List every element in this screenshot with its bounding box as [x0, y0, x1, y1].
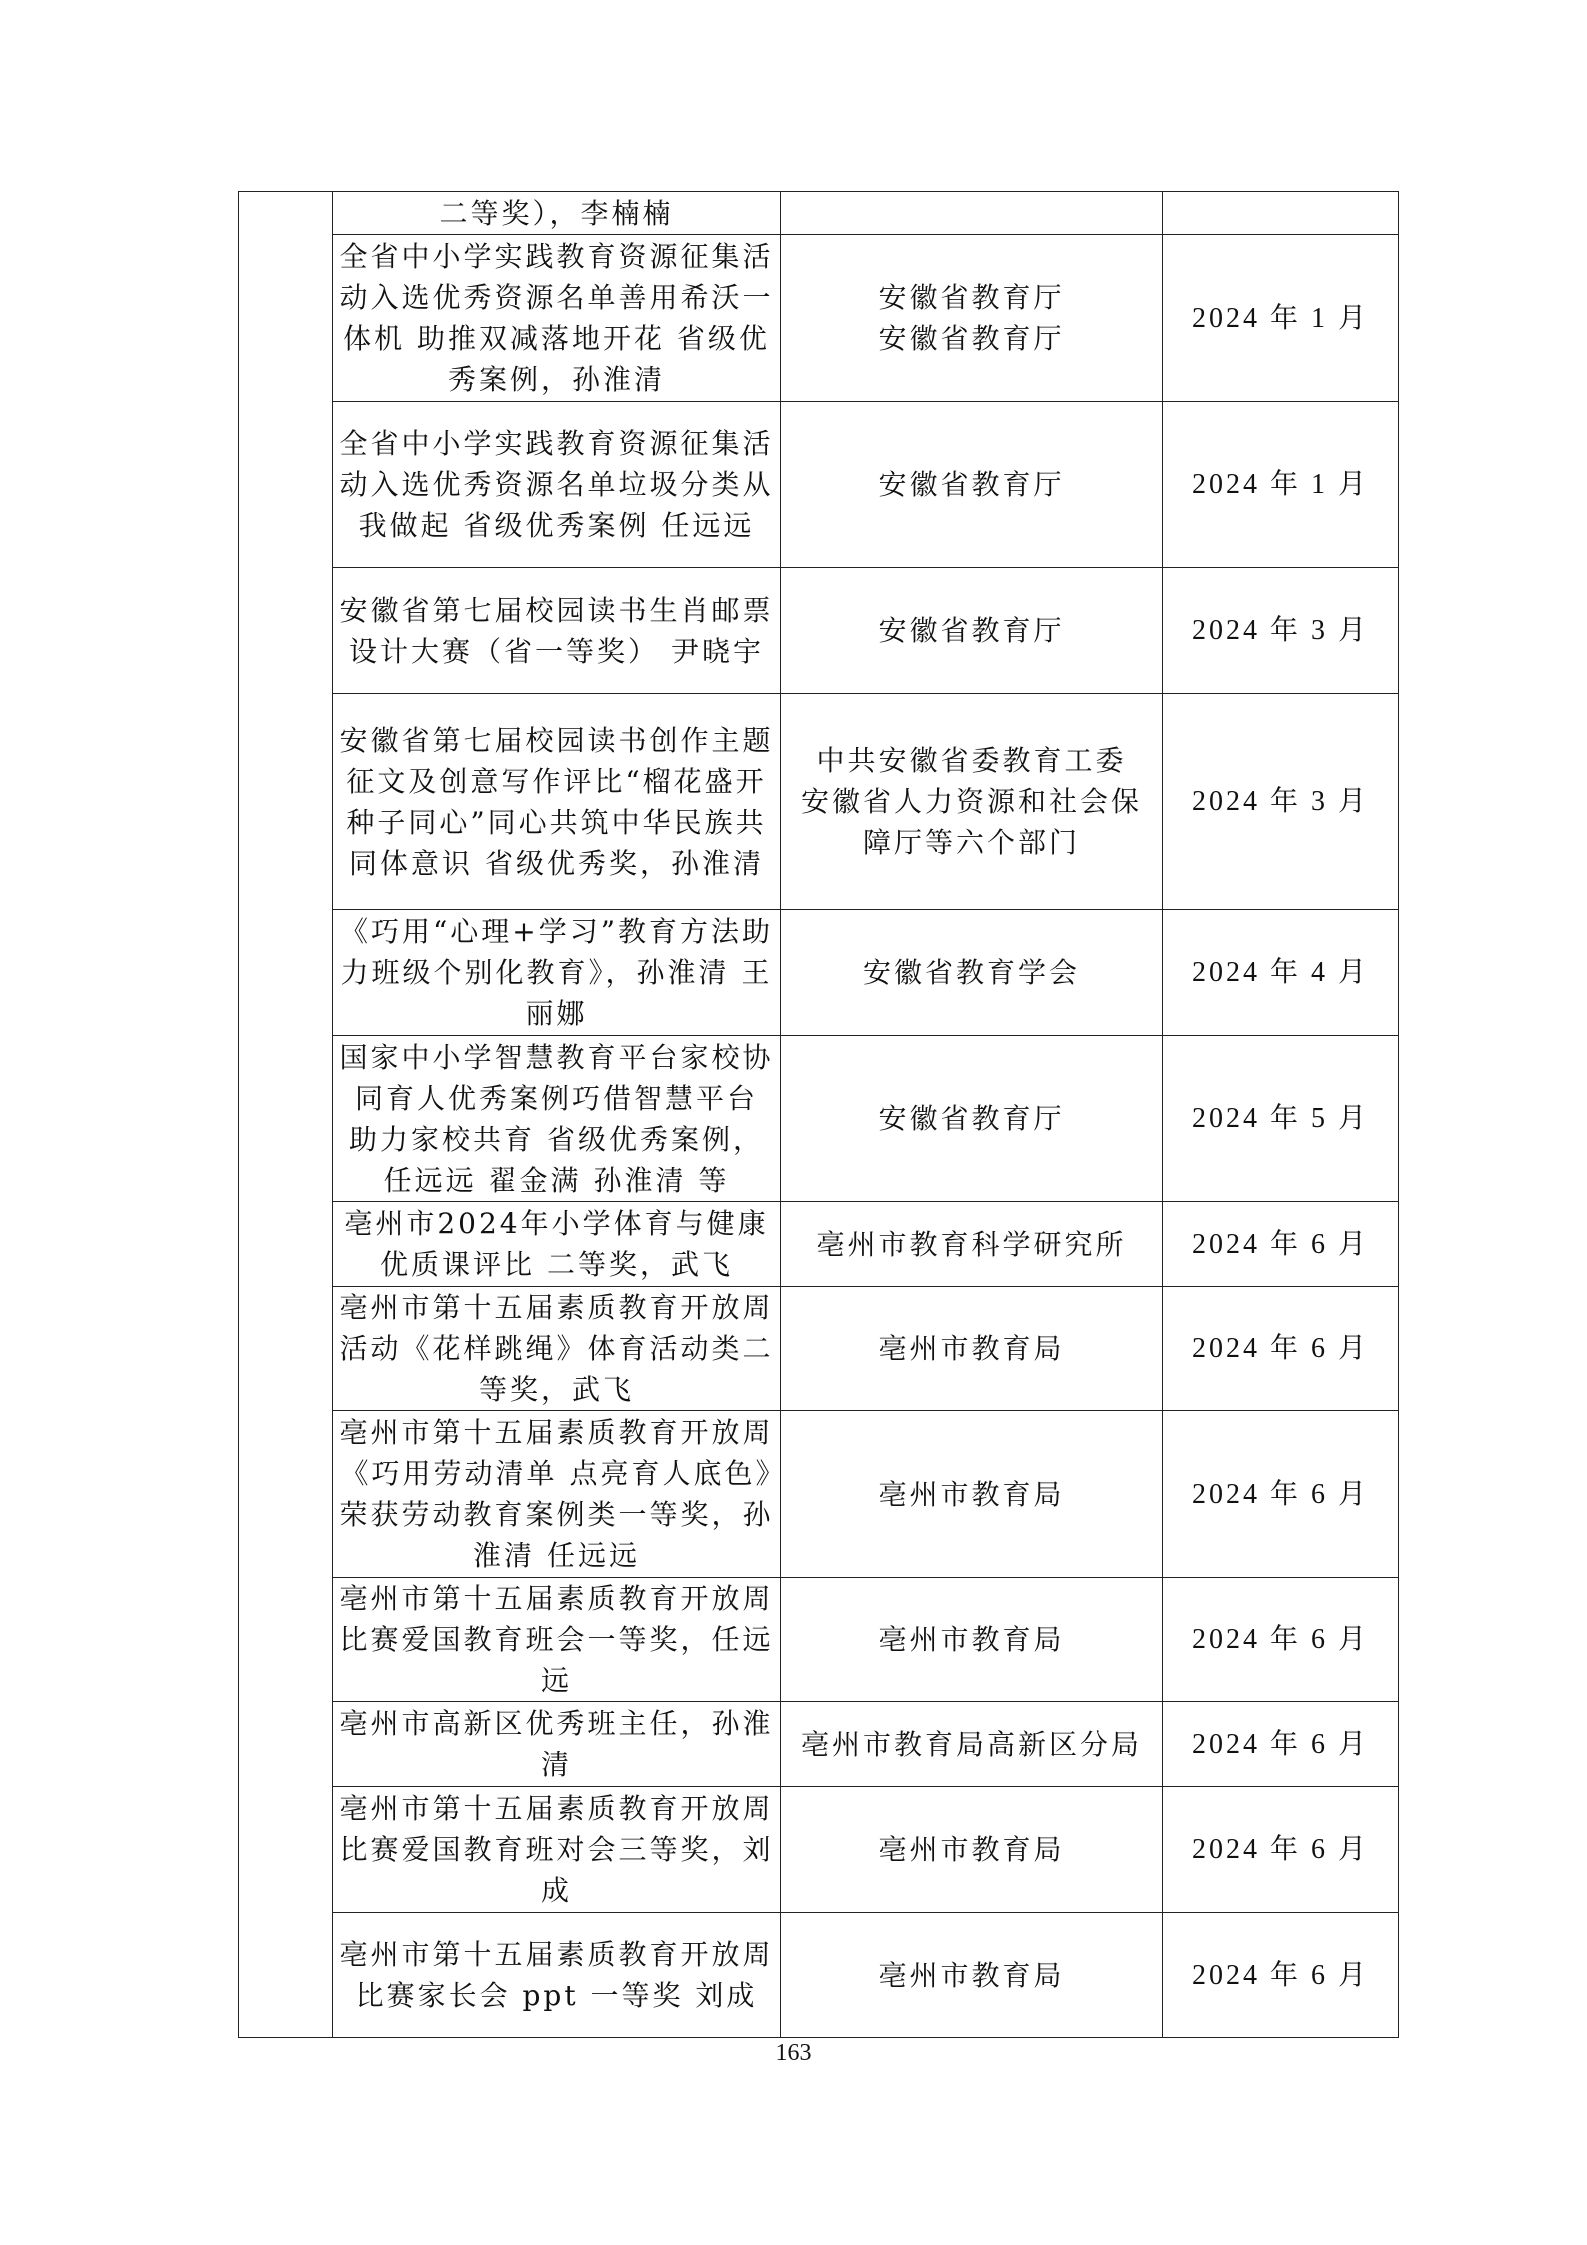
org-line: 亳州市教育局	[878, 1833, 1065, 1866]
table-row	[239, 235, 1399, 402]
table-row	[239, 402, 1399, 568]
issuing-org-cell	[781, 402, 1163, 568]
issuing-org-cell	[781, 568, 1163, 694]
org-line: 安徽省教育厅	[878, 1102, 1065, 1135]
award-name-cell: 全省中小学实践教育资源征集活动入选优秀资源名单垃圾分类从我做起 省级优秀案例 任远远	[333, 402, 781, 568]
page-number: 163	[775, 2040, 812, 2066]
award-date-cell: 2024 年 6 月	[1163, 1787, 1399, 1913]
issuing-org-cell	[781, 192, 1163, 235]
issuing-org-cell	[781, 1787, 1163, 1913]
issuing-org-cell	[781, 1287, 1163, 1411]
table-row	[239, 1411, 1399, 1578]
org-line: 亳州市教育局高新区分局	[800, 1727, 1142, 1761]
org-line: 安徽省教育厅	[878, 281, 1065, 314]
award-date-cell: 2024 年 6 月	[1163, 1202, 1399, 1287]
award-name-cell: 二等奖），李楠楠	[333, 192, 781, 235]
award-name-cell: 亳州市2024年小学体育与健康优质课评比 二等奖，武飞	[333, 1202, 781, 1287]
award-name-cell: 全省中小学实践教育资源征集活动入选优秀资源名单善用希沃一体机 助推双减落地开花 省级优秀案例，孙淮清	[333, 235, 781, 402]
table-row	[239, 568, 1399, 694]
table-row	[239, 910, 1399, 1036]
table-row	[239, 1913, 1399, 2038]
award-name-cell: 亳州市高新区优秀班主任，孙淮清	[333, 1702, 781, 1787]
award-name-cell: 亳州市第十五届素质教育开放周《巧用劳动清单 点亮育人底色》荣获劳动教育案例类一等奖，孙淮清 任远远	[333, 1411, 781, 1578]
org-line: 安徽省教育厅	[878, 614, 1065, 647]
table-row	[239, 1036, 1399, 1202]
issuing-org-cell	[781, 1578, 1163, 1702]
org-line: 安徽省教育厅	[878, 322, 1065, 355]
awards-table-body	[239, 192, 1399, 2038]
award-date-cell: 2024 年 6 月	[1163, 1287, 1399, 1411]
award-date-cell: 2024 年 6 月	[1163, 1702, 1399, 1787]
issuing-org-cell	[781, 694, 1163, 910]
table-row	[239, 1702, 1399, 1787]
awards-table	[238, 191, 1399, 2038]
org-line: 中共安徽省委教育工委	[816, 744, 1127, 777]
org-line: 安徽省人力资源和社会保障厅等六个部门	[800, 785, 1142, 859]
award-name-cell: 国家中小学智慧教育平台家校协同育人优秀案例巧借智慧平台 助力家校共育 省级优秀案例，任远远 翟金满 孙淮清 等	[333, 1036, 781, 1202]
award-date-cell: 2024 年 6 月	[1163, 1913, 1399, 2038]
issuing-org-cell	[781, 1411, 1163, 1578]
org-line: 亳州市教育局	[878, 1958, 1065, 1992]
award-name-cell: 安徽省第七届校园读书创作主题征文及创意写作评比“榴花盛开 种子同心”同心共筑中华民族共同体意识 省级优秀奖，孙淮清	[333, 694, 781, 910]
org-line: 亳州市教育局	[878, 1623, 1065, 1656]
award-date-cell: 2024 年 5 月	[1163, 1036, 1399, 1202]
award-date-cell: 2024 年 1 月	[1163, 235, 1399, 402]
issuing-org-cell	[781, 1913, 1163, 2038]
award-date-cell: 2024 年 6 月	[1163, 1411, 1399, 1578]
org-line: 安徽省教育学会	[862, 956, 1080, 989]
award-name-cell: 亳州市第十五届素质教育开放周比赛爱国教育班会一等奖，任远远	[333, 1578, 781, 1702]
org-line: 亳州市教育局	[878, 1477, 1065, 1511]
org-line: 安徽省教育厅	[878, 468, 1065, 501]
issuing-org-cell	[781, 1702, 1163, 1787]
table-row	[239, 1287, 1399, 1411]
org-line: 亳州市教育局	[878, 1332, 1065, 1365]
issuing-org-cell	[781, 1202, 1163, 1287]
merged-category-cell	[239, 192, 333, 2038]
issuing-org-cell	[781, 235, 1163, 402]
award-date-cell: 2024 年 3 月	[1163, 568, 1399, 694]
award-name-cell: 亳州市第十五届素质教育开放周比赛爱国教育班对会三等奖，刘成	[333, 1787, 781, 1913]
award-name-cell: 亳州市第十五届素质教育开放周活动《花样跳绳》体育活动类二等奖，武飞	[333, 1287, 781, 1411]
award-date-cell: 2024 年 3 月	[1163, 694, 1399, 910]
table-row	[239, 1578, 1399, 1702]
org-line: 亳州市教育科学研究所	[816, 1227, 1127, 1261]
table-row	[239, 1787, 1399, 1913]
award-name-cell: 《巧用“心理+学习”教育方法助力班级个别化教育》，孙淮清 王丽娜	[333, 910, 781, 1036]
issuing-org-cell	[781, 1036, 1163, 1202]
award-date-cell: 2024 年 6 月	[1163, 1578, 1399, 1702]
table-row	[239, 192, 1399, 235]
table-row	[239, 1202, 1399, 1287]
award-date-cell: 2024 年 4 月	[1163, 910, 1399, 1036]
award-date-cell	[1163, 192, 1399, 235]
table-row	[239, 694, 1399, 910]
award-date-cell: 2024 年 1 月	[1163, 402, 1399, 568]
issuing-org-cell	[781, 910, 1163, 1036]
award-name-cell: 安徽省第七届校园读书生肖邮票设计大赛（省一等奖） 尹晓宇	[333, 568, 781, 694]
award-name-cell: 亳州市第十五届素质教育开放周比赛家长会 ppt 一等奖 刘成	[333, 1913, 781, 2038]
